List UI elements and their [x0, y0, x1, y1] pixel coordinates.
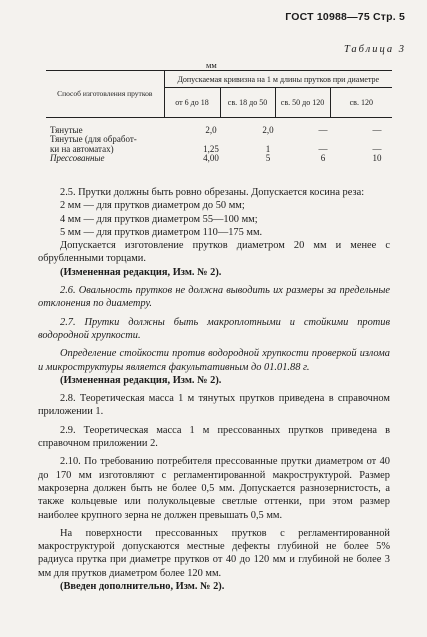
units-label: мм — [206, 60, 217, 70]
method-header: Способ изготовления прутков — [46, 71, 164, 118]
table-caption: Таблица 3 — [343, 44, 406, 55]
cell: 1 — [265, 144, 271, 154]
paragraph: 2.9. Теоретическая масса 1 м прессованных прутков приведена в справочном приложении 2. — [38, 424, 390, 450]
cell: — — [372, 144, 382, 154]
col-header: от 6 до 18 — [164, 88, 220, 118]
cell: 2,0 — [262, 125, 274, 135]
page-header: ГОСТ 10988—75 Стр. 5 — [285, 11, 405, 23]
table-header — [46, 70, 392, 118]
table-row — [46, 154, 392, 163]
cell: — — [318, 125, 328, 135]
paragraph: 2.10. По требованию потребителя прессованные прутки диаметром от 40 до 170 мм изготовляют с регламентированной макроструктурой. Размер макрозерна должен быть не более 0,5 мм. Допускается разнозернистость, а также кольцевые или полукольцевые светлые оттенки, при этом размер наиболее крупного зерна не должен превышать 0,5 мм. — [38, 456, 390, 521]
cell: 10 — [372, 153, 382, 163]
row-label: Тянутые — [50, 125, 83, 135]
paragraph: Допускается изготовление прутков диаметром 20 мм и менее с обрубленными торцами. — [38, 240, 390, 265]
list-item: 2 мм — для прутков диаметром до 50 мм; — [60, 200, 245, 212]
list-item: 5 мм — для прутков диаметром 110—175 мм. — [60, 226, 263, 238]
group-header: Допускаемая кривизна на 1 м длины прутков при диаметре — [164, 71, 392, 88]
paragraph: На поверхности прессованных прутков с регламентированной макроструктурой допускаются местные дефекты глубиной не более 5% радиуса прутка при диаметре прутков от 40 до 120 мм и глубиной не более 3 мм для прутков диаметром более 120 мм. — [38, 527, 390, 579]
paragraph: 2.8. Теоретическая масса 1 м тянутых прутков приведена в справочном приложении 1. — [38, 393, 390, 418]
cell: 2,0 — [205, 125, 217, 135]
table-body — [46, 126, 392, 163]
col-header: св. 120 — [330, 88, 392, 118]
col-header: св. 18 до 50 — [220, 88, 275, 118]
list-item: 4 мм — для прутков диаметром 55—100 мм; — [60, 213, 258, 225]
cell: 5 — [265, 153, 271, 163]
paragraph: 2.6. Овальность прутков не должна выводить их размеры за предельные отклонения по диаметру. — [38, 285, 390, 310]
row-label: Тянутые (для обработ- — [50, 134, 137, 144]
cell: 4,00 — [203, 153, 219, 163]
cell: — — [372, 125, 382, 135]
revision-note: (Измененная редакция, Изм. № 2). — [60, 374, 222, 386]
cell: — — [318, 144, 328, 154]
row-label: ки на автоматах) — [50, 144, 114, 154]
revision-note: (Введен дополнительно, Изм. № 2). — [60, 581, 225, 593]
row-label: Прессованные — [50, 153, 105, 163]
paragraph: 2.5. Прутки должны быть ровно обрезаны. Допускается косина реза: — [60, 187, 365, 198]
revision-note: (Измененная редакция, Изм. № 2). — [60, 266, 222, 278]
cell: 1,25 — [203, 144, 219, 154]
table-row — [46, 135, 392, 144]
paragraph: Определение стойкости против водородной хрупкости проверкой излома и микроструктуры является факультативным до 01.01.88 г. — [38, 348, 390, 373]
cell: 6 — [320, 153, 326, 163]
paragraph: 2.7. Прутки должны быть макроплотными и стойкими против водородной хрупкости. — [38, 316, 390, 341]
document-body — [38, 186, 390, 593]
col-header: св. 50 до 120 — [275, 88, 330, 118]
